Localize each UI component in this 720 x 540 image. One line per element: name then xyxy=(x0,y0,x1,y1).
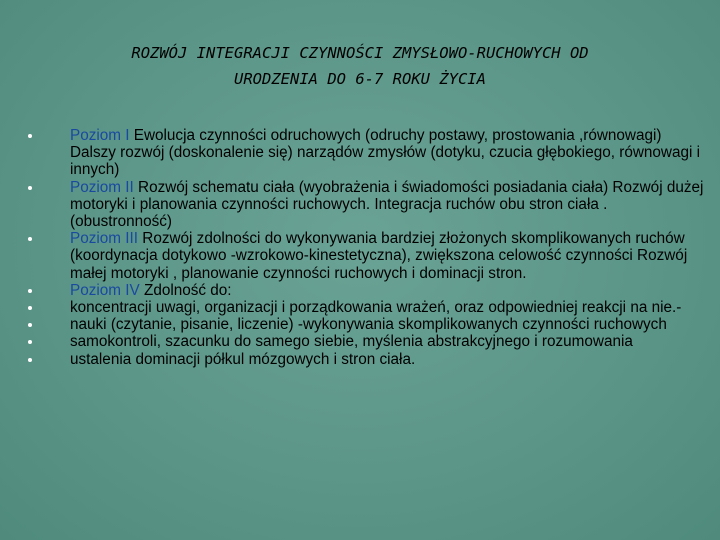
bullet-item xyxy=(26,282,706,299)
bullet-item xyxy=(26,316,706,333)
bullet-text: Rozwój zdolności do wykonywania bardziej złożonych skomplikowanych ruchów (koordynacja dotykowo -wzrokowo-kinestetyczna), zwiększona celowość czynności Rozwój małej motoryki , planowanie czynności ruchowych i dominacji stron. xyxy=(70,230,688,282)
bullet-text: ustalenia dominacji półkul mózgowych i stron ciała. xyxy=(70,350,416,368)
bullet-item xyxy=(26,351,706,368)
bullet-item xyxy=(26,299,706,316)
bullet-item xyxy=(26,179,706,231)
bullet-text: samokontroli, szacunku do samego siebie, myślenia abstrakcyjnego i rozumowania xyxy=(70,333,633,351)
bullet-item xyxy=(26,333,706,350)
bullet-dot-icon xyxy=(28,134,32,138)
level-label: Poziom III xyxy=(70,230,139,248)
level-label: Poziom I xyxy=(70,127,130,144)
bullet-dot-icon xyxy=(28,186,32,190)
bullet-text: Ewolucja czynności odruchowych (odruchy postawy, prostowania ,równowagi) Dalszy rozwój (doskonalenie się) narządów zmysłów (dotyku, czucia głębokiego, równowagi i innych) xyxy=(70,127,701,179)
bullet-dot-icon xyxy=(28,237,32,241)
bullet-item xyxy=(26,127,706,179)
bullet-dot-icon xyxy=(28,323,32,327)
title-line-1: ROZWÓJ INTEGRACJI CZYNNOŚCI ZMYSŁOWO-RUCHOWYCH OD xyxy=(131,44,589,62)
title-line-2: URODZENIA DO 6-7 ROKU ŻYCIA xyxy=(234,70,486,88)
bullet-text: Zdolność do: xyxy=(139,281,232,299)
bullet-text: koncentracji uwagi, organizacji i porządkowania wrażeń, oraz odpowiedniej reakcji na nie.- xyxy=(70,299,682,317)
bullet-text: Rozwój schematu ciała (wyobrażenia i świadomości posiadania ciała) Rozwój dużej motoryki i planowania czynności ruchowych. Integracja ruchów obu stron ciała .(obustronność) xyxy=(70,178,704,231)
level-label: Poziom II xyxy=(70,178,134,196)
slide-title xyxy=(40,40,680,92)
bullet-text: nauki (czytanie, pisanie, liczenie) -wykonywania skomplikowanych czynności ruchowych xyxy=(70,316,667,334)
bullet-dot-icon xyxy=(28,358,32,362)
level-label: Poziom IV xyxy=(70,281,140,299)
bullet-dot-icon xyxy=(28,306,32,310)
bullet-dot-icon xyxy=(28,340,32,344)
bullet-list xyxy=(26,127,706,368)
bullet-item xyxy=(26,230,706,282)
bullet-dot-icon xyxy=(28,289,32,293)
